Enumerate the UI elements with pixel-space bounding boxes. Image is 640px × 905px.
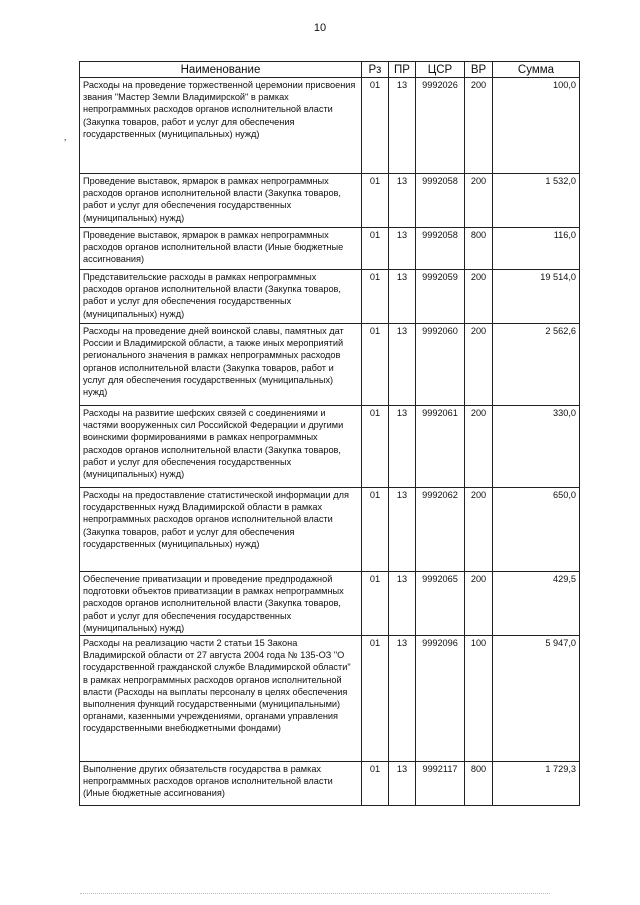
table-row	[80, 636, 580, 762]
row-sum: 1 532,0	[493, 174, 580, 228]
table-row	[80, 324, 580, 406]
row-sum: 330,0	[493, 406, 580, 488]
row-name: Расходы на реализацию части 2 статьи 15 Закона Владимирской области от 27 августа 2004 года № 135-ОЗ "О государственной гражданской службе Владимирской области" в рамках непрограммных расходов органов исполнительной власти (Расходы на выплаты персоналу в целях обеспечения выполнения функций государственными (муниципальными) органами, казенными учреждениями, органами управления государственными внебюджетными фондами)	[80, 636, 362, 762]
row-csr: 9992061	[416, 406, 465, 488]
row-vr: 200	[465, 174, 493, 228]
table-row	[80, 270, 580, 324]
row-rz: 01	[362, 406, 389, 488]
row-name: Проведение выставок, ярмарок в рамках непрограммных расходов органов исполнительной власти (Иные бюджетные ассигнования)	[80, 228, 362, 270]
table-row	[80, 78, 580, 174]
row-pr: 13	[389, 488, 416, 572]
scan-edge-line	[80, 893, 550, 894]
row-name: Расходы на проведение дней воинской славы, памятных дат России и Владимирской области, а также иных мероприятий регионального значения в рамках непрограммных расходов органов исполнительной власти (Закупка товаров, работ и услуг для обеспечения государственных (муниципальных) нужд)	[80, 324, 362, 406]
row-pr: 13	[389, 762, 416, 806]
table-row	[80, 228, 580, 270]
row-pr: 13	[389, 228, 416, 270]
row-pr: 13	[389, 324, 416, 406]
row-rz: 01	[362, 78, 389, 174]
row-vr: 200	[465, 572, 493, 636]
row-vr: 100	[465, 636, 493, 762]
row-pr: 13	[389, 636, 416, 762]
row-rz: 01	[362, 324, 389, 406]
row-sum: 1 729,3	[493, 762, 580, 806]
row-rz: 01	[362, 636, 389, 762]
header-sum: Сумма	[493, 62, 580, 78]
row-csr: 9992059	[416, 270, 465, 324]
row-vr: 200	[465, 270, 493, 324]
row-vr: 200	[465, 488, 493, 572]
header-rz: Рз	[362, 62, 389, 78]
table-row	[80, 406, 580, 488]
row-vr: 800	[465, 228, 493, 270]
row-csr: 9992062	[416, 488, 465, 572]
row-csr: 9992060	[416, 324, 465, 406]
row-csr: 9992026	[416, 78, 465, 174]
row-name: Представительские расходы в рамках непрограммных расходов органов исполнительной власти (Закупка товаров, работ и услуг для обеспечения государственных (муниципальных) нужд)	[80, 270, 362, 324]
row-rz: 01	[362, 270, 389, 324]
row-csr: 9992058	[416, 174, 465, 228]
row-csr: 9992065	[416, 572, 465, 636]
table-row	[80, 762, 580, 806]
row-vr: 200	[465, 324, 493, 406]
row-rz: 01	[362, 572, 389, 636]
row-name: Выполнение других обязательств государства в рамках непрограммных расходов органов исполнительной власти (Иные бюджетные ассигнования)	[80, 762, 362, 806]
row-rz: 01	[362, 762, 389, 806]
margin-mark: ’	[64, 138, 67, 149]
row-vr: 800	[465, 762, 493, 806]
row-name: Расходы на предоставление статистической информации для государственных нужд Владимирской области в рамках непрограммных расходов органов исполнительной власти (Закупка товаров, работ и услуг для обеспечения государственных (муниципальных) нужд)	[80, 488, 362, 572]
row-name: Расходы на развитие шефских связей с соединениями и частями вооруженных сил Российской Федерации и другими воинскими формированиями в рамках непрограммных расходов органов исполнительной власти (Закупка товаров, работ и услуг для обеспечения государственных (муниципальных) нужд)	[80, 406, 362, 488]
row-csr: 9992117	[416, 762, 465, 806]
header-vr: ВР	[465, 62, 493, 78]
header-csr: ЦСР	[416, 62, 465, 78]
row-csr: 9992058	[416, 228, 465, 270]
row-pr: 13	[389, 572, 416, 636]
row-vr: 200	[465, 406, 493, 488]
row-rz: 01	[362, 228, 389, 270]
row-pr: 13	[389, 78, 416, 174]
table-row	[80, 174, 580, 228]
row-sum: 100,0	[493, 78, 580, 174]
table-row	[80, 572, 580, 636]
row-csr: 9992096	[416, 636, 465, 762]
header-name: Наименование	[80, 62, 362, 78]
row-pr: 13	[389, 406, 416, 488]
budget-table	[79, 61, 580, 806]
row-pr: 13	[389, 270, 416, 324]
row-sum: 5 947,0	[493, 636, 580, 762]
row-sum: 2 562,6	[493, 324, 580, 406]
row-pr: 13	[389, 174, 416, 228]
row-rz: 01	[362, 488, 389, 572]
row-sum: 19 514,0	[493, 270, 580, 324]
header-pr: ПР	[389, 62, 416, 78]
row-sum: 116,0	[493, 228, 580, 270]
row-vr: 200	[465, 78, 493, 174]
table-header-row	[80, 62, 580, 78]
row-sum: 429,5	[493, 572, 580, 636]
table-row	[80, 488, 580, 572]
row-sum: 650,0	[493, 488, 580, 572]
row-name: Проведение выставок, ярмарок в рамках непрограммных расходов органов исполнительной власти (Закупка товаров, работ и услуг для обеспечения государственных (муниципальных) нужд)	[80, 174, 362, 228]
row-name: Расходы на проведение торжественной церемонии присвоения звания "Мастер Земли Владимирской" в рамках непрограммных расходов органов исполнительной власти (Закупка товаров, работ и услуг для обеспечения государственных (муниципальных) нужд)	[80, 78, 362, 174]
row-name: Обеспечение приватизации и проведение предпродажной подготовки объектов приватизации в рамках непрограммных расходов органов исполнительной власти (Закупка товаров, работ и услуг для обеспечения государственных (муниципальных) нужд)	[80, 572, 362, 636]
row-rz: 01	[362, 174, 389, 228]
page-number: 10	[313, 22, 327, 34]
